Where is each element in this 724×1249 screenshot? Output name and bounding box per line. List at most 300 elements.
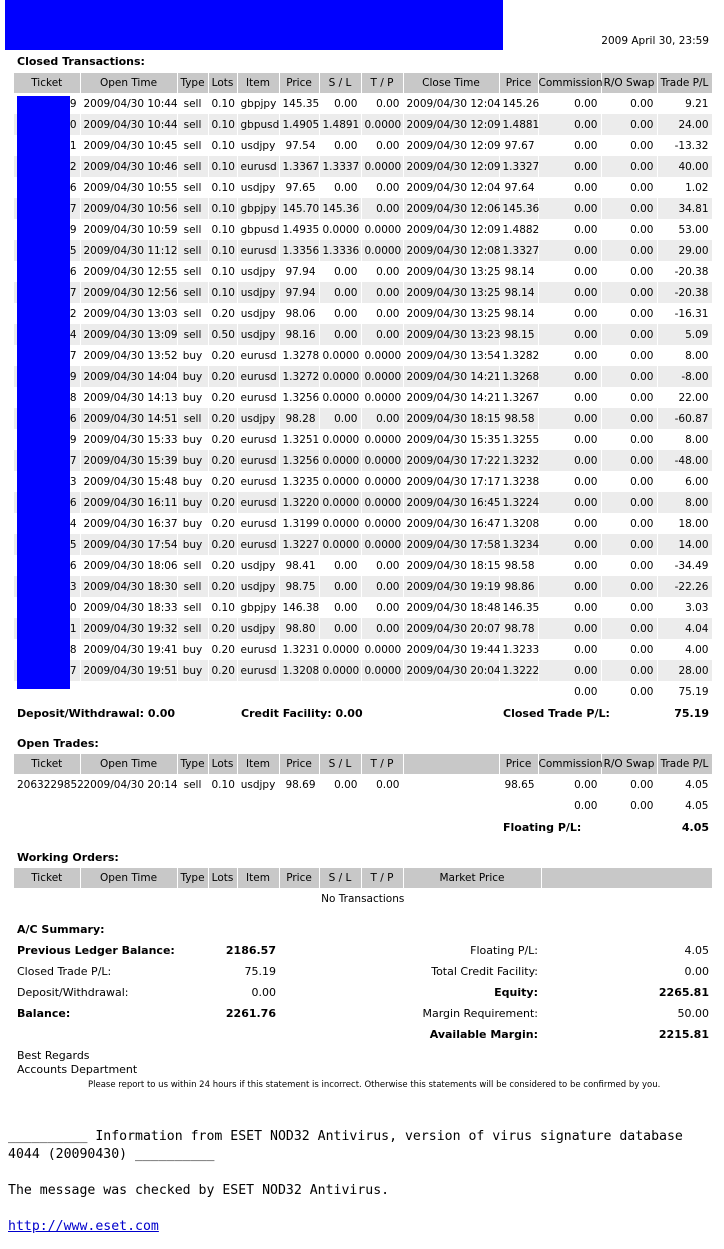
table-cell: usdjpy	[237, 618, 279, 639]
table-row	[14, 93, 712, 114]
table-cell: 0.0000	[319, 345, 361, 366]
table-cell: 0.00	[601, 774, 657, 795]
column-header: Ticket	[14, 754, 80, 774]
table-cell: 0.0000	[319, 471, 361, 492]
column-header: Type	[177, 73, 208, 93]
table-cell: usdjpy	[237, 261, 279, 282]
table-cell: 0.50	[208, 324, 237, 345]
column-header	[403, 754, 499, 774]
table-cell: usdjpy	[237, 135, 279, 156]
table-cell: 2063229852	[14, 774, 80, 795]
table-cell: 9	[14, 93, 80, 114]
table-cell: 98.78	[499, 618, 538, 639]
table-cell: gbpusd	[237, 114, 279, 135]
column-header: Open Time	[80, 868, 177, 888]
table-row	[14, 639, 712, 660]
table-cell: 0.00	[538, 408, 601, 429]
table-cell: 0.00	[538, 387, 601, 408]
table-cell: 1.3272	[279, 366, 319, 387]
column-header: Open Time	[80, 73, 177, 93]
eset-checked-message: The message was checked by ESET NOD32 Antivirus.	[8, 1183, 390, 1198]
table-cell: 6.00	[657, 471, 712, 492]
table-cell: 2009/04/30 12:04	[403, 177, 499, 198]
table-cell: 0.00	[601, 513, 657, 534]
table-cell: 5.09	[657, 324, 712, 345]
table-cell: 0.10	[208, 135, 237, 156]
table-cell: 0.10	[208, 282, 237, 303]
confirmation-notice: Please report to us within 24 hours if this statement is incorrect. Otherwise this statements will be considered to be confirmed by you.	[88, 1080, 661, 1090]
table-cell: 2009/04/30 12:06	[403, 198, 499, 219]
table-cell: sell	[177, 324, 208, 345]
table-cell	[279, 681, 319, 702]
table-cell: 0.20	[208, 555, 237, 576]
table-cell: 2009/04/30 19:41	[80, 639, 177, 660]
table-cell: 0.00	[601, 366, 657, 387]
table-cell: 0.00	[361, 135, 403, 156]
table-cell: 3	[14, 471, 80, 492]
table-cell: 1.3367	[279, 156, 319, 177]
table-cell: 6	[14, 177, 80, 198]
table-cell: 145.36	[499, 198, 538, 219]
table-row	[14, 492, 712, 513]
column-header: T / P	[361, 73, 403, 93]
table-cell: sell	[177, 774, 208, 795]
table-cell: 0.0000	[319, 639, 361, 660]
table-cell	[14, 795, 80, 816]
table-cell: usdjpy	[237, 774, 279, 795]
table-cell: 1.3235	[279, 471, 319, 492]
table-row	[14, 303, 712, 324]
table-cell: 0.00	[601, 324, 657, 345]
table-cell: eurusd	[237, 534, 279, 555]
table-cell: 0.00	[538, 282, 601, 303]
table-cell: -34.49	[657, 555, 712, 576]
table-cell: 2009/04/30 20:07	[403, 618, 499, 639]
table-row	[14, 282, 712, 303]
table-cell: 0.10	[208, 156, 237, 177]
table-cell: 8	[14, 639, 80, 660]
table-cell: 0.00	[361, 618, 403, 639]
summary-label: Closed Trade P/L:	[17, 965, 112, 978]
table-cell: buy	[177, 639, 208, 660]
table-cell: 98.28	[279, 408, 319, 429]
column-header: T / P	[361, 868, 403, 888]
table-cell: 0.00	[319, 324, 361, 345]
table-cell: 0.00	[601, 156, 657, 177]
table-cell: 0.0000	[361, 660, 403, 681]
table-cell: 2009/04/30 12:09	[403, 135, 499, 156]
table-cell: 4.05	[657, 774, 712, 795]
table-cell: 2009/04/30 13:25	[403, 261, 499, 282]
table-cell: 1.4882	[499, 219, 538, 240]
table-cell: 1.4905	[279, 114, 319, 135]
closed-transactions-title: Closed Transactions:	[17, 55, 145, 68]
table-row	[14, 597, 712, 618]
total-swap: 0.00	[601, 681, 657, 702]
table-cell: usdjpy	[237, 408, 279, 429]
total-pl: 4.05	[657, 795, 712, 816]
table-cell: 29.00	[657, 240, 712, 261]
summary-value: 2186.57	[225, 944, 276, 957]
no-transactions-text: No Transactions	[14, 888, 712, 909]
table-cell: 0.0000	[361, 492, 403, 513]
table-cell: gbpjpy	[237, 597, 279, 618]
table-cell: 0.0000	[361, 429, 403, 450]
table-cell: 2009/04/30 10:44	[80, 114, 177, 135]
table-cell	[319, 795, 361, 816]
table-cell: 0.00	[538, 324, 601, 345]
table-cell: 0.00	[361, 282, 403, 303]
table-cell: 0.00	[361, 774, 403, 795]
table-cell: buy	[177, 429, 208, 450]
table-cell: 2009/04/30 12:56	[80, 282, 177, 303]
table-cell: 2009/04/30 11:12	[80, 240, 177, 261]
table-row	[14, 408, 712, 429]
table-cell: 1.3222	[499, 660, 538, 681]
summary-value: 2215.81	[658, 1028, 709, 1041]
table-cell	[80, 795, 177, 816]
table-cell: 0.00	[538, 177, 601, 198]
table-cell: buy	[177, 534, 208, 555]
table-cell: 1.3282	[499, 345, 538, 366]
table-row	[14, 135, 712, 156]
table-cell: 0.00	[361, 93, 403, 114]
table-cell: 0.00	[361, 177, 403, 198]
table-row	[14, 366, 712, 387]
table-cell: 0.0000	[361, 219, 403, 240]
table-cell: 0.00	[538, 156, 601, 177]
column-header: Price	[499, 73, 538, 93]
table-cell: 2009/04/30 10:55	[80, 177, 177, 198]
table-cell: 146.38	[279, 597, 319, 618]
table-cell: 2009/04/30 16:11	[80, 492, 177, 513]
table-cell: 0.20	[208, 429, 237, 450]
table-cell: 0	[14, 597, 80, 618]
table-cell: -16.31	[657, 303, 712, 324]
table-cell	[403, 795, 499, 816]
table-cell: eurusd	[237, 660, 279, 681]
table-cell: sell	[177, 93, 208, 114]
table-cell: 2009/04/30 10:44	[80, 93, 177, 114]
table-row	[14, 450, 712, 471]
table-cell: 2009/04/30 16:47	[403, 513, 499, 534]
table-cell: 2009/04/30 18:30	[80, 576, 177, 597]
table-cell: 2009/04/30 13:25	[403, 282, 499, 303]
summary-label: Equity:	[494, 986, 538, 999]
table-cell: gbpjpy	[237, 93, 279, 114]
eset-link[interactable]: http://www.eset.com	[8, 1219, 159, 1234]
table-cell: 0.00	[538, 471, 601, 492]
table-cell: 0.00	[538, 429, 601, 450]
table-cell: buy	[177, 345, 208, 366]
table-cell: 8.00	[657, 345, 712, 366]
summary-label: Margin Requirement:	[422, 1007, 538, 1020]
table-cell: buy	[177, 492, 208, 513]
deposit-withdrawal-label: Deposit/Withdrawal: 0.00	[17, 707, 176, 720]
table-cell: 97.54	[279, 135, 319, 156]
table-cell: 0.00	[538, 555, 601, 576]
table-cell: sell	[177, 219, 208, 240]
table-cell: 0.00	[601, 219, 657, 240]
table-cell: 0.00	[361, 555, 403, 576]
table-row	[14, 240, 712, 261]
table-cell: 0.00	[601, 303, 657, 324]
table-cell: 0.00	[319, 282, 361, 303]
table-cell: 1	[14, 135, 80, 156]
table-cell: 0.00	[538, 366, 601, 387]
column-header: S / L	[319, 73, 361, 93]
table-cell: 0.00	[538, 135, 601, 156]
table-cell: 1.3227	[279, 534, 319, 555]
table-cell: 2009/04/30 12:09	[403, 156, 499, 177]
table-cell: -20.38	[657, 282, 712, 303]
table-cell: 0.00	[319, 597, 361, 618]
table-cell: sell	[177, 135, 208, 156]
table-cell: 7	[14, 282, 80, 303]
table-cell: 2009/04/30 18:15	[403, 408, 499, 429]
table-cell: eurusd	[237, 450, 279, 471]
table-cell: 0.00	[601, 135, 657, 156]
table-cell: 1.3251	[279, 429, 319, 450]
table-cell: sell	[177, 303, 208, 324]
column-header: Commission	[538, 73, 601, 93]
table-cell: 0.0000	[361, 366, 403, 387]
table-cell: 0.00	[601, 534, 657, 555]
open-trades-table	[14, 754, 713, 816]
table-cell: sell	[177, 114, 208, 135]
table-cell: 0.00	[361, 597, 403, 618]
table-cell: 0.0000	[319, 513, 361, 534]
table-cell: 2009/04/30 13:54	[403, 345, 499, 366]
table-cell: 0.00	[601, 576, 657, 597]
table-cell: 98.58	[499, 408, 538, 429]
table-cell: 0.10	[208, 597, 237, 618]
table-row	[14, 198, 712, 219]
table-cell: -8.00	[657, 366, 712, 387]
table-cell: sell	[177, 240, 208, 261]
summary-label: Balance:	[17, 1007, 71, 1020]
table-cell: 0.0000	[361, 471, 403, 492]
table-cell: 2009/04/30 18:48	[403, 597, 499, 618]
table-cell: 98.86	[499, 576, 538, 597]
column-header: Lots	[208, 754, 237, 774]
table-cell: 0.00	[538, 345, 601, 366]
table-cell: 0.00	[361, 303, 403, 324]
table-cell	[237, 681, 279, 702]
column-header: Item	[237, 754, 279, 774]
table-cell: 5	[14, 534, 80, 555]
table-cell: 2009/04/30 19:51	[80, 660, 177, 681]
table-cell: 0.00	[601, 618, 657, 639]
table-row	[14, 156, 712, 177]
summary-value: 0.00	[684, 965, 709, 978]
column-header: Commission	[538, 754, 601, 774]
table-cell: 2009/04/30 18:15	[403, 555, 499, 576]
summary-value: 4.05	[684, 944, 709, 957]
table-cell: 2	[14, 303, 80, 324]
table-cell: eurusd	[237, 366, 279, 387]
table-cell: 2009/04/30 18:33	[80, 597, 177, 618]
table-cell: 0.00	[601, 282, 657, 303]
table-row	[14, 774, 712, 795]
table-cell: 1.3233	[499, 639, 538, 660]
table-cell: 0.00	[538, 513, 601, 534]
column-header: R/O Swap	[601, 73, 657, 93]
closed-trade-pl-label: Closed Trade P/L:	[503, 707, 610, 720]
table-cell: 2009/04/30 17:58	[403, 534, 499, 555]
table-cell: 0.00	[601, 261, 657, 282]
table-cell: 9	[14, 219, 80, 240]
table-cell: 1.3268	[499, 366, 538, 387]
table-cell: sell	[177, 282, 208, 303]
table-cell: 0.00	[538, 114, 601, 135]
summary-label: Available Margin:	[429, 1028, 538, 1041]
table-cell: 2009/04/30 13:52	[80, 345, 177, 366]
table-cell: 97.64	[499, 177, 538, 198]
column-header: Type	[177, 868, 208, 888]
table-cell: 98.14	[499, 282, 538, 303]
table-cell: 2009/04/30 19:32	[80, 618, 177, 639]
table-row	[14, 261, 712, 282]
statement-date: 2009 April 30, 23:59	[601, 35, 709, 47]
table-row	[14, 576, 712, 597]
table-cell: 0.00	[319, 774, 361, 795]
table-cell	[80, 681, 177, 702]
column-header: Lots	[208, 868, 237, 888]
table-cell: 0.0000	[361, 450, 403, 471]
table-cell: usdjpy	[237, 282, 279, 303]
column-header: Type	[177, 754, 208, 774]
closed-trade-pl-value: 75.19	[674, 707, 709, 720]
table-cell: 24.00	[657, 114, 712, 135]
table-cell: 0.10	[208, 219, 237, 240]
table-cell: 1.3336	[319, 240, 361, 261]
table-cell: 0.00	[319, 576, 361, 597]
table-cell: 1.3234	[499, 534, 538, 555]
column-header: Lots	[208, 73, 237, 93]
table-cell: 2009/04/30 10:56	[80, 198, 177, 219]
table-cell: 3.03	[657, 597, 712, 618]
table-cell: 0.00	[361, 261, 403, 282]
column-header: R/O Swap	[601, 754, 657, 774]
table-cell	[177, 681, 208, 702]
table-cell: 5	[14, 240, 80, 261]
table-cell: sell	[177, 576, 208, 597]
table-cell: 18.00	[657, 513, 712, 534]
table-cell: 8	[14, 387, 80, 408]
column-header: T / P	[361, 754, 403, 774]
table-cell: 0.20	[208, 450, 237, 471]
table-cell: 1.3255	[499, 429, 538, 450]
table-cell: 0.0000	[319, 534, 361, 555]
table-cell: 9.21	[657, 93, 712, 114]
table-cell: 0.20	[208, 387, 237, 408]
table-cell	[177, 795, 208, 816]
table-cell: eurusd	[237, 513, 279, 534]
column-header: Price	[279, 73, 319, 93]
table-cell: 145.26	[499, 93, 538, 114]
table-cell: 98.75	[279, 576, 319, 597]
table-cell: 0.00	[538, 618, 601, 639]
table-cell: 34.81	[657, 198, 712, 219]
column-header: Trade P/L	[657, 754, 712, 774]
table-cell: 0.20	[208, 618, 237, 639]
table-cell: 0.00	[601, 429, 657, 450]
summary-value: 0.00	[251, 986, 276, 999]
table-cell: usdjpy	[237, 177, 279, 198]
table-cell: 0.0000	[361, 345, 403, 366]
table-cell: 0.10	[208, 240, 237, 261]
table-cell: 0.20	[208, 534, 237, 555]
table-cell: 6	[14, 555, 80, 576]
table-cell: 2009/04/30 12:55	[80, 261, 177, 282]
table-cell: 1.4891	[319, 114, 361, 135]
table-cell: 7	[14, 660, 80, 681]
table-cell: buy	[177, 660, 208, 681]
table-cell	[499, 795, 538, 816]
table-cell	[403, 774, 499, 795]
table-cell: buy	[177, 450, 208, 471]
table-cell: 2009/04/30 12:09	[403, 114, 499, 135]
table-cell: 0.00	[601, 177, 657, 198]
table-cell: 98.15	[499, 324, 538, 345]
column-header: S / L	[319, 754, 361, 774]
table-cell: 2009/04/30 16:37	[80, 513, 177, 534]
table-cell: -48.00	[657, 450, 712, 471]
table-cell: 8.00	[657, 429, 712, 450]
column-header: Item	[237, 868, 279, 888]
best-regards: Best Regards	[17, 1049, 90, 1062]
table-cell: 6	[14, 261, 80, 282]
table-cell: 1.3220	[279, 492, 319, 513]
table-cell: 0.00	[319, 555, 361, 576]
table-cell: buy	[177, 366, 208, 387]
table-cell: 1.3231	[279, 639, 319, 660]
table-cell: 98.41	[279, 555, 319, 576]
table-row	[14, 387, 712, 408]
table-cell: 2009/04/30 10:46	[80, 156, 177, 177]
column-header: Open Time	[80, 754, 177, 774]
table-cell: eurusd	[237, 240, 279, 261]
table-cell: 1.3232	[499, 450, 538, 471]
table-cell: 7	[14, 450, 80, 471]
table-cell: 2009/04/30 15:35	[403, 429, 499, 450]
table-cell: 0.10	[208, 198, 237, 219]
table-cell	[208, 795, 237, 816]
totals-row	[14, 681, 712, 702]
table-cell: 4.00	[657, 639, 712, 660]
table-cell: 0.00	[361, 324, 403, 345]
floating-pl-value: 4.05	[681, 821, 709, 834]
table-row	[14, 618, 712, 639]
table-cell: 0.00	[538, 450, 601, 471]
table-cell: 22.00	[657, 387, 712, 408]
table-cell: 0.00	[601, 555, 657, 576]
table-cell: 2009/04/30 15:39	[80, 450, 177, 471]
table-cell: 0.20	[208, 639, 237, 660]
table-cell: 2009/04/30 10:59	[80, 219, 177, 240]
table-cell: buy	[177, 387, 208, 408]
table-cell: 0.00	[538, 93, 601, 114]
table-cell: sell	[177, 555, 208, 576]
eset-info-line-1: __________ Information from ESET NOD32 Antivirus, version of virus signature database	[8, 1129, 683, 1144]
table-cell: 0.0000	[319, 492, 361, 513]
table-cell: 0.00	[538, 534, 601, 555]
table-cell: 0.00	[601, 240, 657, 261]
table-cell: 1.3256	[279, 387, 319, 408]
table-cell: 1.3208	[499, 513, 538, 534]
column-header: Price	[499, 754, 538, 774]
